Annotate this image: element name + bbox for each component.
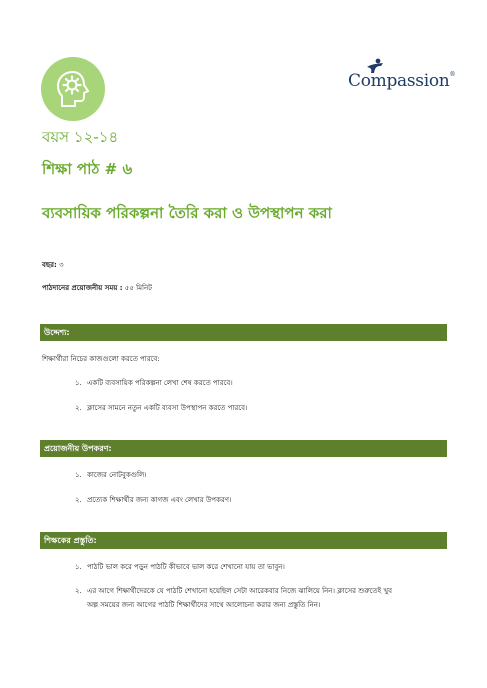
item-text-continued: অল্প সময়ের জন্য আগের পাঠটি শিক্ষার্থীদের সাথে আলোচনা করার জন্য প্রস্তুতি নিন। — [87, 601, 321, 609]
material-item — [75, 493, 447, 507]
objectives-intro: শিক্ষার্থীরা নিচের কাজগুলো করতে পারবে: — [42, 355, 160, 363]
objective-item — [75, 401, 447, 415]
lesson-title: ব্যবসায়িক পরিকল্পনা তৈরি করা ও উপস্থাপন করা — [42, 204, 332, 222]
item-text: প্রত্যেক শিক্ষার্থীর জন্য কাগজ এবং লেখার উপকরণ। — [87, 496, 232, 504]
unit-label: বছর: — [42, 261, 57, 269]
unit-line — [42, 259, 64, 271]
logo-wordmark: Compassion® — [348, 71, 456, 91]
material-item — [75, 468, 447, 482]
item-text: পাঠটি ভাল করে পড়ুন পাঠটি কীভাবে ভাল করে শেখানো যায় তা ভাবুন। — [87, 563, 285, 571]
item-number: ১. — [75, 563, 82, 571]
objective-item — [75, 376, 447, 390]
head-gear-icon — [41, 57, 105, 121]
item-number: ২. — [75, 587, 82, 595]
preparation-item — [75, 560, 447, 574]
item-text: এর আগে শিক্ষার্থীদেরকে যে পাঠটি শেখানো হয়েছিল সেটা আরেকবার নিজে ঝালিয়ে নিন। ক্লাসের শুরুতেই খুব — [87, 587, 393, 595]
lesson-number: শিক্ষা পাঠ # ৬ — [42, 160, 133, 178]
time-value: ৫৫ মিনিট — [122, 284, 152, 292]
item-text: কাজের নোটবুকগুলি। — [87, 471, 147, 479]
compassion-logo — [348, 58, 456, 98]
time-label: পাঠদানের প্রয়োজনীয় সময় : — [42, 284, 123, 292]
item-number: ১. — [75, 379, 82, 387]
item-text: ক্লাসের সামনে নতুন একটি ব্যবসা উপস্থাপন করতে পারবে। — [87, 404, 248, 412]
age-range: বয়স ১২-১৪ — [42, 128, 119, 146]
objectives-heading: উদ্দেশ্য: — [40, 324, 447, 341]
item-number: ২. — [75, 496, 82, 504]
item-text: একটি ব্যবসায়িক পরিকল্পনা লেখা শেষ করতে পারবে। — [87, 379, 233, 387]
time-line — [42, 282, 152, 294]
materials-heading: প্রয়োজনীয় উপকরণ: — [40, 440, 447, 457]
item-number: ২. — [75, 404, 82, 412]
preparation-item — [75, 584, 447, 612]
preparation-heading: শিক্ষকের প্রস্তুতি: — [40, 532, 447, 549]
unit-value: ৩ — [56, 261, 64, 269]
item-number: ১. — [75, 471, 82, 479]
